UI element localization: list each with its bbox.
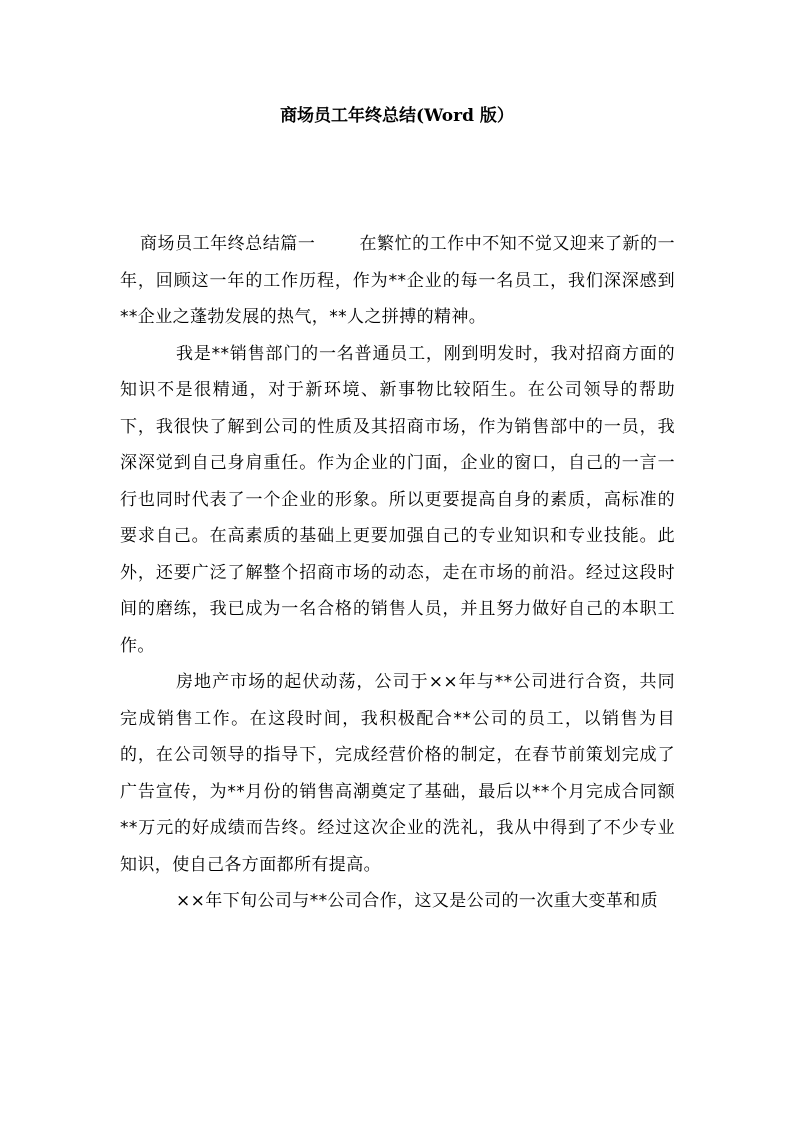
body-paragraph-1: 我是**销售部门的一名普通员工，刚到明发时，我对招商方面的知识不是很精通，对于新环境、新事物比较陌生。在公司领导的帮助下，我很快了解到公司的性质及其招商市场，作为销售部中的一员，我深深觉到自己身肩重任。作为企业的门面，企业的窗口，自己的一言一行也同时代表了一个企业的形象。所以更要提高自身的素质，高标准的要求自己。在高素质的基础上更要加强自己的专业知识和专业技能。此外，还要广泛了解整个招商市场的动态，走在市场的前沿。经过这段时间的磨练，我已成为一名合格的销售人员，并且努力做好自己的本职工作。: [120, 343, 675, 656]
intro-text: 在繁忙的工作中不知不觉又迎来了新的一年，回顾这一年的工作历程，作为**企业的每一名员工，我们深深感到**企业之蓬勃发展的热气，**人之拼搏的精神。: [120, 234, 675, 327]
body-paragraph-2: 房地产市场的起伏动荡，公司于××年与**公司进行合资，共同完成销售工作。在这段时间，我积极配合**公司的员工，以销售为目的，在公司领导的指导下，完成经营价格的制定，在春节前策划完成了广告宣传，为**月份的销售高潮奠定了基础，最后以**个月完成合同额**万元的好成绩而告终。经过这次企业的洗礼，我从中得到了不少专业知识，使自己各方面都所有提高。: [120, 672, 675, 875]
intro-paragraph: [120, 226, 675, 336]
document-body: [120, 226, 675, 920]
document-title: 商场员工年终总结(Word 版）: [280, 106, 514, 126]
body-paragraph-3: ××年下旬公司与**公司合作，这又是公司的一次重大变革和质: [176, 891, 659, 911]
intro-heading: 商场员工年终总结篇一: [140, 234, 316, 254]
